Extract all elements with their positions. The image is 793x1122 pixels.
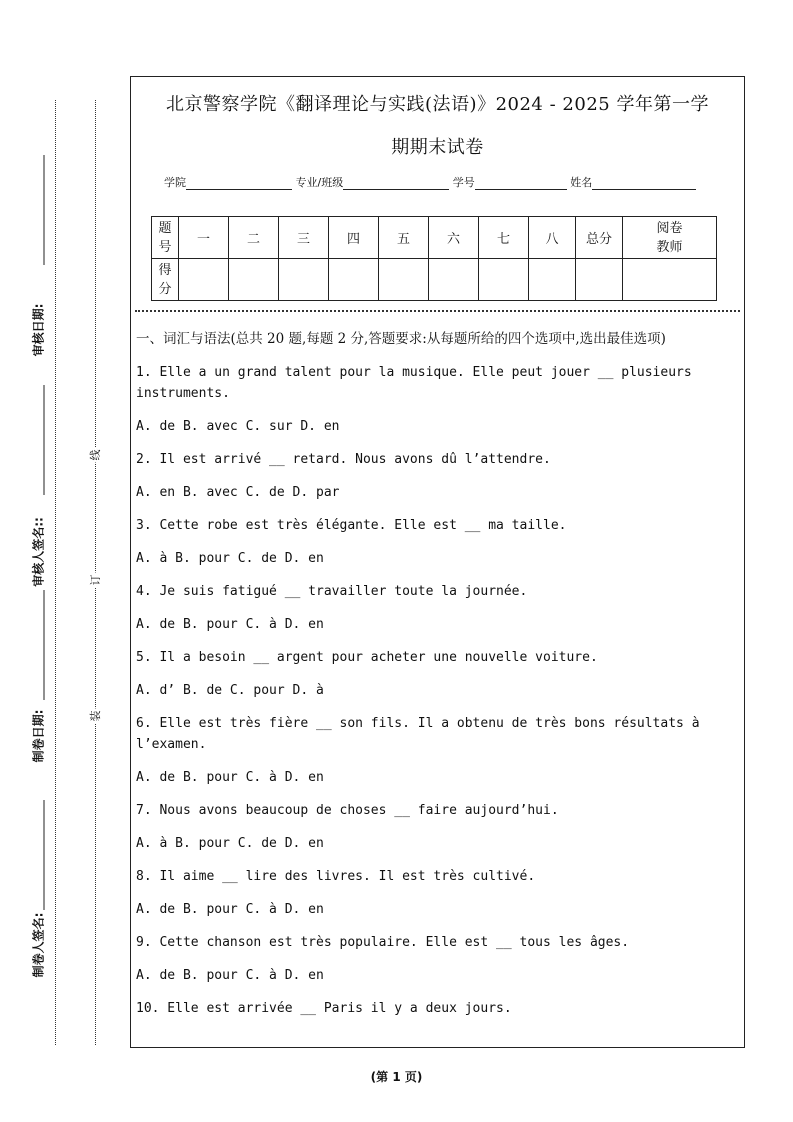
binding-xian: 线 bbox=[89, 449, 102, 461]
score-cell[interactable] bbox=[623, 259, 717, 301]
reviewer-date-line bbox=[44, 155, 45, 265]
question-text: 5. Il a besoin __ argent pour acheter une nouvelle voiture. bbox=[136, 650, 598, 665]
question-text: 1. Elle a un grand talent pour la musique. Elle peut jouer __ plusieurs instruments. bbox=[136, 365, 692, 401]
question-options: A. de B. pour C. à D. en bbox=[136, 770, 324, 785]
question-text: 4. Je suis fatigué __ travailler toute la journée. bbox=[136, 584, 528, 599]
score-table-header-row bbox=[152, 217, 717, 259]
exam-title-line1: 北京警察学院《翻译理论与实践(法语)》2024 - 2025 学年第一学 bbox=[166, 94, 709, 115]
score-cell[interactable] bbox=[479, 259, 529, 301]
page-number: (第 1 页) bbox=[370, 1070, 423, 1084]
maker-sign-line bbox=[44, 800, 45, 910]
binding-ding: 订 bbox=[89, 574, 102, 586]
score-row-label-number: 题 号 bbox=[152, 217, 179, 259]
major-field[interactable] bbox=[343, 178, 449, 190]
score-col-4: 四 bbox=[329, 217, 379, 259]
name-field[interactable] bbox=[592, 178, 696, 190]
reviewer-sign-label: 审核人签名:: bbox=[31, 517, 46, 587]
score-col-8: 八 bbox=[529, 217, 576, 259]
question-text: 6. Elle est très fière __ son fils. Il a obtenu de très bons résultats à l’examen. bbox=[136, 716, 700, 752]
maker-date-line bbox=[44, 590, 45, 700]
question-options: A. de B. pour C. à D. en bbox=[136, 902, 324, 917]
question-content bbox=[136, 329, 740, 1019]
question-text: 2. Il est arrivé __ retard. Nous avons dû l’attendre. bbox=[136, 452, 551, 467]
major-label: 专业/班级 bbox=[295, 176, 344, 189]
college-label: 学院 bbox=[164, 176, 186, 189]
score-row-label-score: 得 分 bbox=[152, 259, 179, 301]
question-options: A. à B. pour C. de D. en bbox=[136, 836, 324, 851]
score-cell[interactable] bbox=[229, 259, 279, 301]
maker-sign-label: 制卷人签名: bbox=[31, 912, 46, 978]
maker-date-label: 制卷日期: bbox=[31, 709, 46, 763]
score-table bbox=[151, 216, 717, 301]
exam-title-line2: 期期末试卷 bbox=[391, 137, 484, 158]
student-id-label: 学号 bbox=[452, 176, 475, 189]
score-table-score-row bbox=[152, 259, 717, 301]
question-text: 9. Cette chanson est très populaire. Elle est __ tous les âges. bbox=[136, 935, 630, 950]
question-options: A. de B. pour C. à D. en bbox=[136, 617, 324, 632]
question-text: 10. Elle est arrivée __ Paris il y a deux jours. bbox=[136, 1001, 512, 1016]
question-text: 7. Nous avons beaucoup de choses __ faire aujourd’hui. bbox=[136, 803, 559, 818]
question-text: 3. Cette robe est très élégante. Elle est __ ma taille. bbox=[136, 518, 567, 533]
question-options: A. à B. pour C. de D. en bbox=[136, 551, 324, 566]
college-field[interactable] bbox=[186, 178, 292, 190]
reviewer-date-label: 审核日期: bbox=[31, 303, 46, 357]
question-options: A. de B. pour C. à D. en bbox=[136, 968, 324, 983]
student-id-field[interactable] bbox=[475, 178, 567, 190]
binding-dotted-line-outer bbox=[55, 100, 56, 1045]
score-col-grader: 阅卷 教师 bbox=[623, 217, 717, 259]
score-col-5: 五 bbox=[379, 217, 429, 259]
dotted-separator bbox=[135, 310, 740, 312]
score-col-6: 六 bbox=[429, 217, 479, 259]
reviewer-sign-line bbox=[44, 385, 45, 495]
binding-margin bbox=[0, 0, 128, 1122]
score-cell[interactable] bbox=[329, 259, 379, 301]
question-options: A. de B. avec C. sur D. en bbox=[136, 419, 340, 434]
name-label: 姓名 bbox=[570, 176, 593, 189]
score-col-total: 总分 bbox=[576, 217, 623, 259]
score-cell[interactable] bbox=[179, 259, 229, 301]
question-options: A. d’ B. de C. pour D. à bbox=[136, 683, 324, 698]
score-col-2: 二 bbox=[229, 217, 279, 259]
question-text: 8. Il aime __ lire des livres. Il est très cultivé. bbox=[136, 869, 536, 884]
score-cell[interactable] bbox=[279, 259, 329, 301]
score-cell[interactable] bbox=[379, 259, 429, 301]
student-info-row bbox=[164, 174, 696, 190]
section-heading: 一、词汇与语法(总共 20 题,每题 2 分,答题要求:从每题所给的四个选项中,选出最佳选项) bbox=[136, 331, 666, 347]
score-cell[interactable] bbox=[576, 259, 623, 301]
score-col-7: 七 bbox=[479, 217, 529, 259]
question-options: A. en B. avec C. de D. par bbox=[136, 485, 340, 500]
score-col-1: 一 bbox=[179, 217, 229, 259]
score-cell[interactable] bbox=[429, 259, 479, 301]
score-cell[interactable] bbox=[529, 259, 576, 301]
score-col-3: 三 bbox=[279, 217, 329, 259]
binding-zhuang: 装 bbox=[89, 710, 102, 722]
exam-frame bbox=[130, 76, 745, 1048]
